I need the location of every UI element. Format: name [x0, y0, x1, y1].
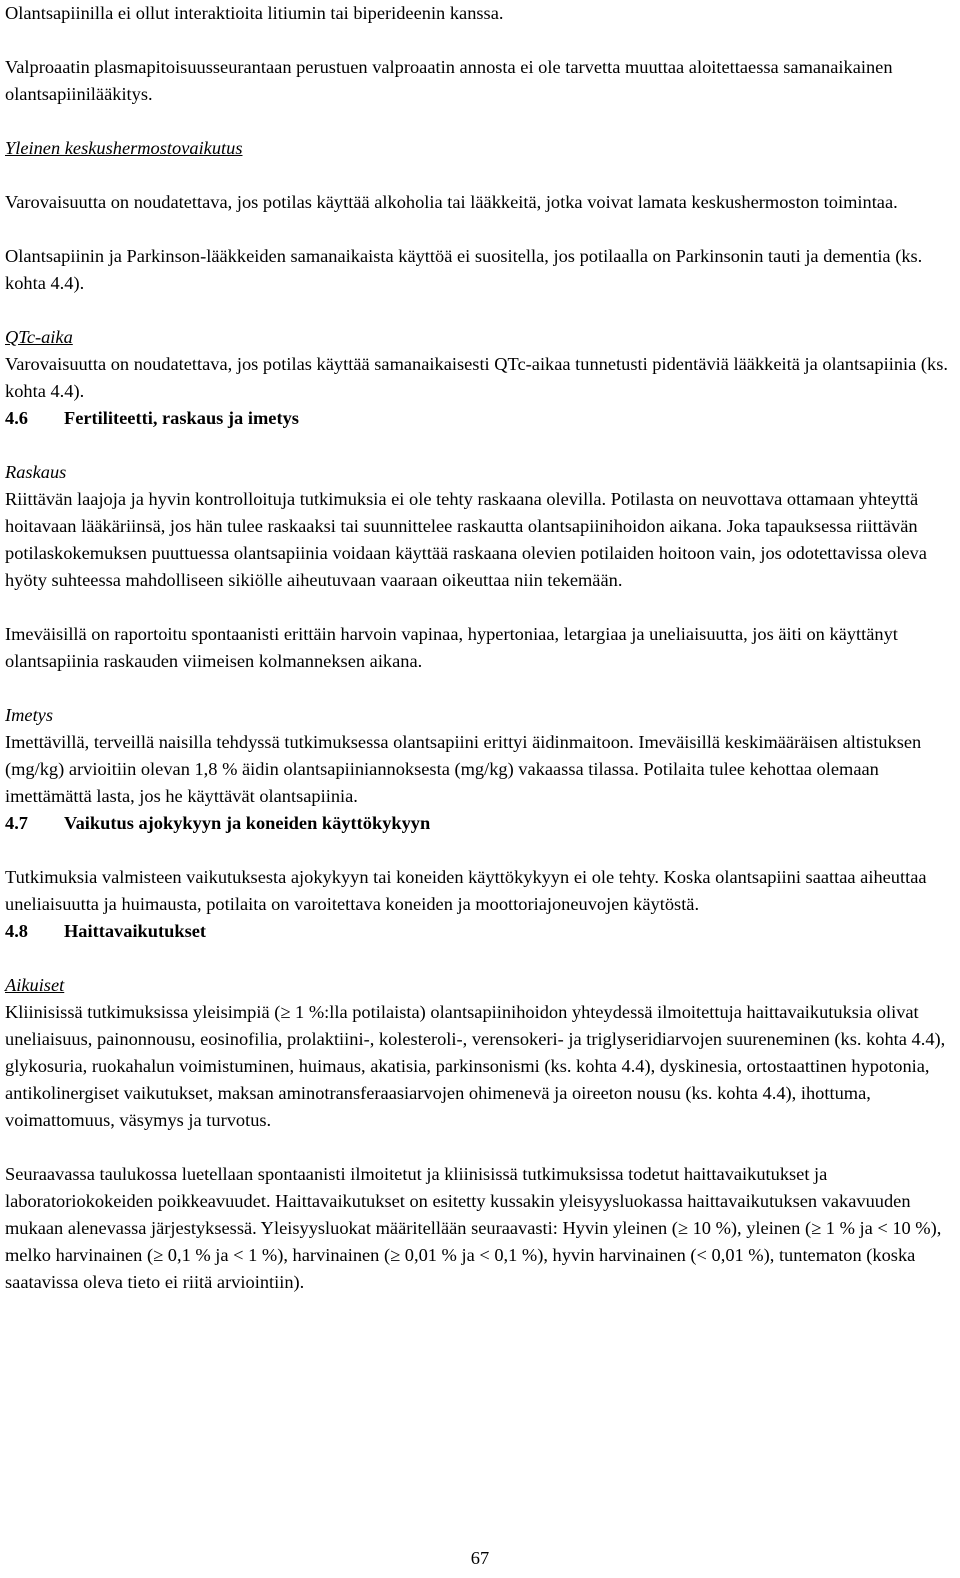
section-title: Haittavaikutukset [64, 921, 207, 941]
paragraph-breastfeeding: Imettävillä, terveillä naisilla tehdyssä tutkimuksessa olantsapiini erittyi äidinmaitoon. Imeväisillä keskimääräisen altistuksen (mg/kg) arvioitiin olevan 1,8 % äidin olantsapiiniannoksesta (mg/kg) vakaassa tilassa. Potilaita tulee kehottaa olemaan imettämättä lasta, jos he käyttävät olantsapiinia. [5, 732, 922, 806]
paragraph-valproate: Valproaatin plasmapitoisuusseurantaan perustuen valproaatin annosta ei ole tarvetta muuttaa aloitettaessa samanaikainen olantsapiinilääkitys. [5, 57, 893, 104]
paragraph-parkinson: Olantsapiinin ja Parkinson-lääkkeiden samanaikaista käyttöä ei suositella, jos potilaalla on Parkinsonin tauti ja dementia (ks. kohta 4.4). [5, 246, 923, 293]
section-number: 4.6 [5, 408, 28, 428]
subheading-pregnancy: Raskaus [5, 462, 67, 482]
paragraph-adverse-effects: Kliinisissä tutkimuksissa yleisimpiä (≥ 1 %:lla potilaista) olantsapiinihoidon yhteydessä ilmoitettuja haittavaikutuksia olivat uneliaisuus, painonnousu, eosinofilia, prolaktiini-, kolesteroli-, verensokeri- ja triglyseridiarvojen suureneminen (ks. kohta 4.4), glykosuria, ruokahalun voimistuminen, huimaus, akatisia, parkinsonismi (ks. kohta 4.4), dyskinesia, ortostaattinen hypotonia, antikolinergiset vaikutukset, maksan aminotransferaasiarvojen ohimenevä ja oireeton nousu (ks. kohta 4.4), ihottuma, voimattomuus, väsymys ja turvotus. [5, 1002, 946, 1130]
document-page [5, 0, 955, 1296]
subheading-adults: Aikuiset [5, 975, 65, 995]
section-number: 4.7 [5, 813, 28, 833]
section-title: Fertiliteetti, raskaus ja imetys [64, 408, 299, 428]
subheading-qtc: QTc-aika [5, 327, 73, 347]
paragraph-pregnancy: Riittävän laajoja ja hyvin kontrolloituja tutkimuksia ei ole tehty raskaana olevilla. Potilasta on neuvottava ottamaan yhteyttä hoitavaan lääkäriinsä, jos hän tulee raskaaksi tai suunnittelee raskautta olantsapiinihoidon aikana. Joka tapauksessa riittävän potilaskokemuksen puuttuessa olantsapiinia voidaan käyttää raskaana olevien potilaiden hoitoon vain, jos odotettavissa oleva hyöty suhteessa mahdolliseen sikiölle aiheutuvaan vaaraan oikeuttaa niin tekemään. [5, 489, 927, 590]
page-number: 67 [470, 1548, 490, 1568]
paragraph-infants: Imeväisillä on raportoitu spontaanisti erittäin harvoin vapinaa, hypertoniaa, letargiaa ja uneliaisuutta, jos äiti on käyttänyt olantsapiinia raskauden viimeisen kolmanneksen aikana. [5, 624, 898, 671]
paragraph-driving: Tutkimuksia valmisteen vaikutuksesta ajokykyyn tai koneiden käyttökykyyn ei ole tehty. Koska olantsapiini saattaa aiheuttaa uneliaisuutta ja huimausta, potilaita on varoitettava koneiden ja moottoriajoneuvojen käytöstä. [5, 867, 927, 914]
paragraph-alcohol-caution: Varovaisuutta on noudatettava, jos potilas käyttää alkoholia tai lääkkeitä, jotka voivat lamata keskushermoston toimintaa. [5, 192, 898, 212]
paragraph-lithium-interaction: Olantsapiinilla ei ollut interaktioita litiumin tai biperideenin kanssa. [5, 3, 504, 23]
section-number: 4.8 [5, 921, 28, 941]
section-heading-4-6 [5, 405, 955, 432]
paragraph-qtc: Varovaisuutta on noudatettava, jos potilas käyttää samanaikaisesti QTc-aikaa tunnetusti pidentäviä lääkkeitä ja olantsapiinia (ks. kohta 4.4). [5, 354, 948, 401]
paragraph-frequency-table-intro: Seuraavassa taulukossa luetellaan spontaanisti ilmoitetut ja kliinisissä tutkimuksissa todetut haittavaikutukset ja laboratoriokokeiden poikkeavuudet. Haittavaikutukset on esitetty kussakin yleisyysluokassa haittavaikutuksen vakavuuden mukaan alenevassa järjestyksessä. Yleisyysluokat määritellään seuraavasti: Hyvin yleinen (≥ 10 %), yleinen (≥ 1 % ja < 10 %), melko harvinainen (≥ 0,1 % ja < 1 %), harvinainen (≥ 0,01 % ja < 0,1 %), hyvin harvinainen (< 0,01 %), tuntematon (koska saatavissa oleva tieto ei riitä arviointiin). [5, 1164, 942, 1292]
section-heading-4-8 [5, 918, 955, 945]
subheading-breastfeeding: Imetys [5, 705, 53, 725]
section-heading-4-7 [5, 810, 955, 837]
section-title: Vaikutus ajokykyyn ja koneiden käyttökykyyn [64, 813, 431, 833]
subheading-cns-effect: Yleinen keskushermostovaikutus [5, 138, 243, 158]
